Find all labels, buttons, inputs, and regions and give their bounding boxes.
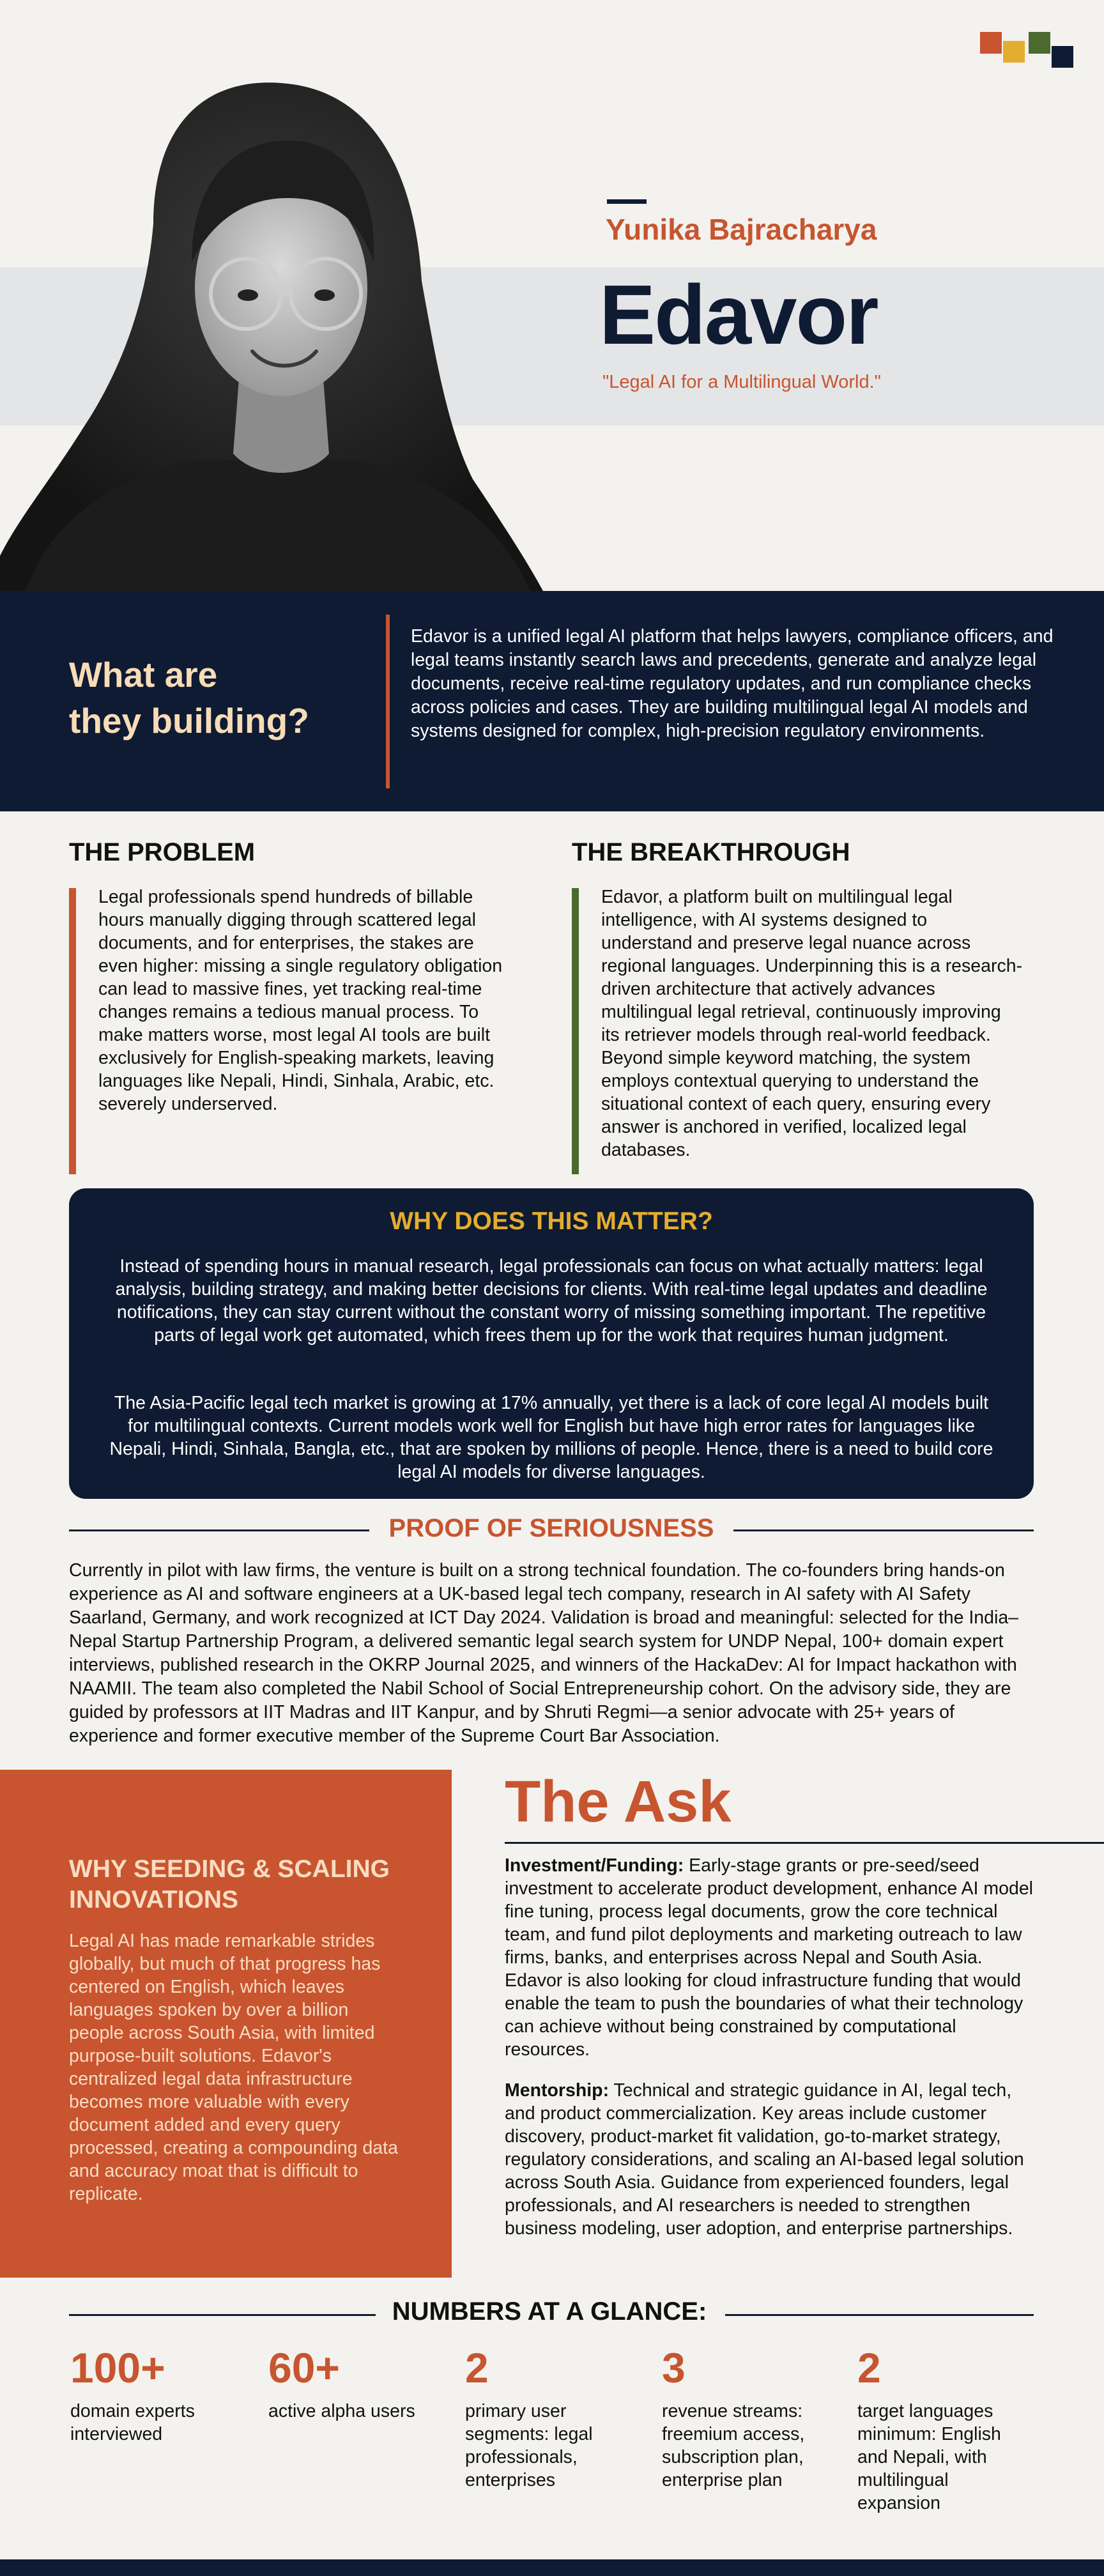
title-dash [607,199,647,204]
stat-label: domain experts interviewed [70,2401,195,2444]
stat-card [857,2343,1023,2515]
footer-bar [0,2559,1104,2576]
why-matters-heading: WHY DOES THIS MATTER? [390,1208,713,1235]
ask-rule [505,1842,1104,1844]
stat-label: revenue streams: freemium access, subscription plan, enterprise plan [662,2401,805,2490]
ask-heading: The Ask [505,1769,732,1834]
problem-rule [69,888,76,1174]
stat-value: 60+ [268,2344,340,2391]
company-tagline: "Legal AI for a Multilingual World." [602,372,881,392]
building-divider [386,615,390,788]
stat-value: 2 [465,2344,489,2391]
stat-value: 3 [662,2344,686,2391]
stat-card [70,2343,236,2446]
building-heading-line1: What are [69,655,218,694]
proof-text: Currently in pilot with law firms, the venture is built on a strong technical foundation. The co-founders bring hands-on experience as AI and software engineers at a UK-based legal tech company, research in AI safety with AI Safety Saarland, Germany, and work recognized at ICT Day 2024. Validation is broad and meaningful: selected for the India–Nepal Startup Partnership Program, a delivered semantic legal search system for UNDP Nepal, 100+ domain expert interviews, published research in the OKRP Journal 2025, and winners of the HackaDev: AI for Impact hackathon with NAAMII. The team also completed the Nabil School of Social Entrepreneurship cohort. On the advisory side, they are guided by professors at IIT Madras and IIT Kanpur, and by Shruti Regmi—a senior advocate with 25+ years of experience and former executive member of the Supreme Court Bar Association. [69,1560,1019,1746]
breakthrough-heading: THE BREAKTHROUGH [572,838,850,866]
proof-rule-left [69,1529,369,1531]
founder-portrait [0,70,549,591]
problem-heading: THE PROBLEM [69,838,256,866]
ask-mentorship [505,2079,1041,2240]
why-matters-paragraph-1: Instead of spending hours in manual research, legal professionals can focus on what actually matters: legal analysis, building strategy, and making better decisions for clients. With real-time legal updates and deadline notifications, they can stay current without the constant worry of missing something important. The repetitive parts of legal work get automated, which frees them up for the work that requires human judgment. [115,1256,988,1346]
proof-rule-right [733,1529,1034,1531]
ask-investment-label: Investment/Funding: [505,1855,684,1876]
stat-card [662,2343,828,2492]
stat-card [268,2343,434,2423]
logo-square-navy [1052,46,1073,68]
building-description: Edavor is a unified legal AI platform that helps lawyers, compliance officers, and legal teams instantly search laws and precedents, generate and analyze legal documents, receive real-time regulatory updates, and run compliance checks across policies and cases. They are building multilingual legal AI models and systems designed for complex, high-precision regulatory environments. [411,626,1054,741]
numbers-rule-left [69,2314,376,2316]
ask-investment [505,1854,1041,2061]
seeding-heading: WHY SEEDING & SCALING INNOVATIONS [69,1855,390,1913]
ask-mentorship-text: Technical and strategic guidance in AI, legal tech, and product commercialization. Key areas include customer discovery, product-market fit validation, go-to-market strategy, regulatory considerations, and scaling an AI-based legal solution across South Asia. Guidance from experienced founders, legal professionals, and AI researchers is needed to strengthen business modeling, user adoption, and enterprise partnerships. [505,2080,1024,2239]
why-matters-paragraph-2: The Asia-Pacific legal tech market is growing at 17% annually, yet there is a lack of core legal AI models built for multilingual contexts. Current models work well for English but have high error rates for languages like Nepali, Hindi, Sinhala, Bangla, etc., that are spoken by millions of people. Hence, there is a need to build core legal AI models for diverse languages. [109,1393,993,1482]
stat-card [465,2343,631,2492]
logo-square-green [1029,32,1050,54]
breakthrough-rule [572,888,579,1174]
building-heading-line2: they building? [69,701,309,740]
founder-name: Yunika Bajracharya [606,213,877,246]
logo-square-gold [1003,41,1025,63]
stat-label: active alpha users [268,2401,415,2421]
stat-value: 2 [857,2344,881,2391]
breakthrough-text: Edavor, a platform built on multilingual legal intelligence, with AI systems designed to understand and preserve legal nuance across regional languages. Underpinning this is a research-driven architecture that actively advances multilingual legal retrieval, continuously improving its retriever models through real-world feedback. Beyond simple keyword matching, the system employs contextual querying to understand the situational context of each query, ensuring every answer is anchored in verified, localized legal databases. [601,887,1023,1160]
ask-mentorship-label: Mentorship: [505,2080,610,2101]
proof-heading: PROOF OF SERIOUSNESS [388,1514,714,1542]
building-heading [69,652,309,744]
stat-value: 100+ [70,2344,165,2391]
logo-square-orange [980,32,1002,54]
ask-investment-text: Early-stage grants or pre-seed/seed investment to accelerate product development, enhance AI model fine tuning, process legal documents, grow the core technical team, and fund pilot deployments and marketing outreach to law firms, banks, and enterprises across Nepal and South Asia. Edavor is also looking for cloud infrastructure funding that would enable the team to push the boundaries of what their technology can achieve without being constrained by computational resources. [505,1855,1034,2060]
numbers-rule-right [725,2314,1034,2316]
problem-text: Legal professionals spend hundreds of billable hours manually digging through scattered legal documents, and for enterprises, the stakes are even higher: missing a single regulatory obligation can lead to massive fines, yet tracking real-time changes remains a tedious manual process. To make matters worse, most legal AI tools are built exclusively for English-speaking markets, leaving languages like Nepali, Hindi, Sinhala, Arabic, etc. severely underserved. [98,887,503,1114]
seeding-text: Legal AI has made remarkable strides globally, but much of that progress has centered on English, which leaves languages spoken by over a billion people across South Asia, with limited purpose-built solutions. Edavor's centralized legal data infrastructure becomes more valuable with every document added and every query processed, creating a compounding data and accuracy moat that is difficult to replicate. [69,1931,398,2204]
stat-label: primary user segments: legal professionals, enterprises [465,2401,593,2490]
company-name: Edavor [599,268,878,362]
stat-label: target languages minimum: English and Nepali, with multilingual expansion [857,2401,1001,2513]
numbers-heading: NUMBERS AT A GLANCE: [392,2297,707,2326]
